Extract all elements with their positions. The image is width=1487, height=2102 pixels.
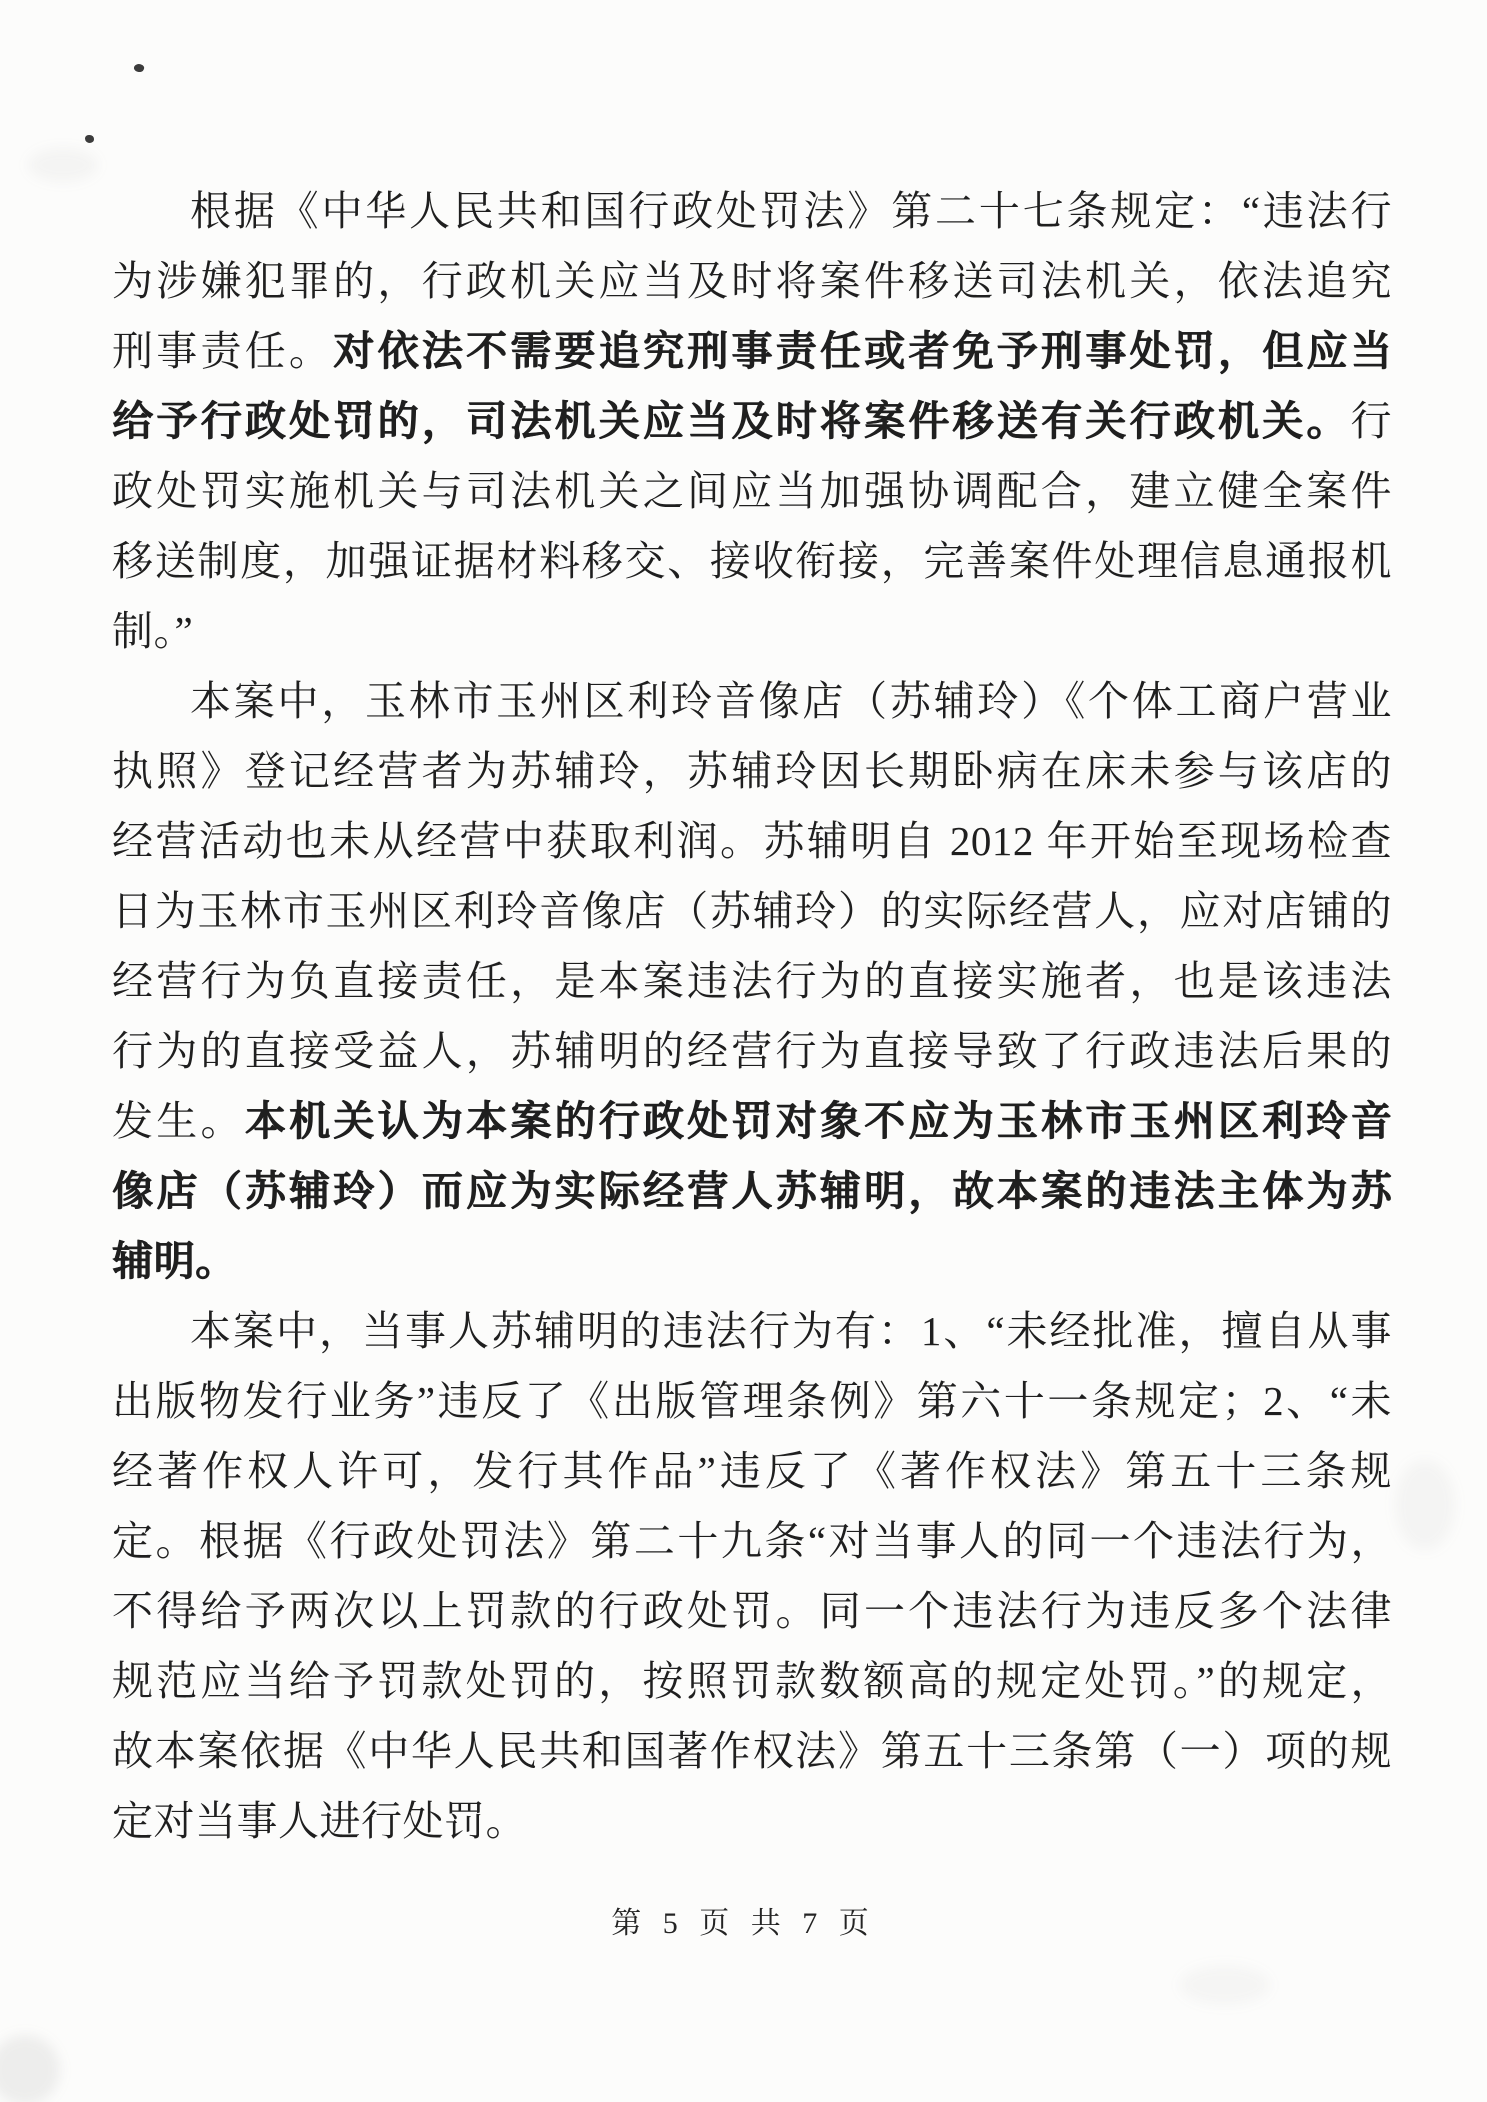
ink-speck bbox=[133, 63, 145, 74]
bold-text-segment: 给予行政处罚的，司法机关应当及时将案件移送有关行政机关。 bbox=[112, 398, 1351, 444]
text-segment: 根据《中华人民共和国行政处罚法》第二十七条规定：“违法行 bbox=[190, 188, 1392, 234]
text-segment: 执照》登记经营者为苏辅玲，苏辅玲因长期卧病在床未参与该店的 bbox=[112, 748, 1392, 794]
text-line bbox=[112, 1576, 1392, 1646]
text-segment: 定对当事人进行处罚。 bbox=[112, 1798, 527, 1844]
text-segment: 行为的直接受益人，苏辅明的经营行为直接导致了行政违法后果的 bbox=[112, 1028, 1392, 1074]
text-line bbox=[112, 1226, 1392, 1296]
bold-text-segment: 像店（苏辅玲）而应为实际经营人苏辅明，故本案的违法主体为苏 bbox=[112, 1168, 1392, 1214]
text-segment: 刑事责任。 bbox=[112, 328, 334, 374]
text-segment: 政处罚实施机关与司法机关之间应当加强协调配合，建立健全案件 bbox=[112, 468, 1392, 514]
text-line bbox=[112, 736, 1392, 806]
text-line bbox=[112, 1786, 1392, 1856]
text-segment: 经著作权人许可，发行其作品”违反了《著作权法》第五十三条规 bbox=[112, 1448, 1392, 1494]
text-line bbox=[112, 316, 1392, 386]
text-line bbox=[112, 806, 1392, 876]
text-line bbox=[112, 1086, 1392, 1156]
text-segment: 本案中，玉林市玉州区利玲音像店（苏辅玲）《个体工商户营业 bbox=[190, 678, 1392, 724]
text-segment: 发生。 bbox=[112, 1098, 245, 1144]
text-line bbox=[112, 596, 1392, 666]
bold-text-segment: 辅明。 bbox=[112, 1238, 237, 1284]
ink-speck bbox=[85, 135, 94, 143]
text-line bbox=[112, 1506, 1392, 1576]
text-line bbox=[112, 176, 1392, 246]
text-segment: 本案中，当事人苏辅明的违法行为有：1、“未经批准，擅自从事 bbox=[190, 1308, 1392, 1354]
text-segment: 移送制度，加强证据材料移交、接收衔接，完善案件处理信息通报机 bbox=[112, 538, 1392, 584]
text-line bbox=[112, 946, 1392, 1016]
scan-smudge bbox=[1180, 1965, 1270, 2005]
text-line bbox=[112, 876, 1392, 946]
scan-smudge bbox=[1395, 1460, 1455, 1550]
text-segment: 制。” bbox=[112, 608, 194, 654]
page-number-footer: 第 5 页 共 7 页 bbox=[611, 1907, 876, 1940]
text-segment: 故本案依据《中华人民共和国著作权法》第五十三条第（一）项的规 bbox=[112, 1728, 1392, 1774]
text-segment: 经营行为负直接责任，是本案违法行为的直接实施者，也是该违法 bbox=[112, 958, 1392, 1004]
text-line bbox=[112, 1716, 1392, 1786]
text-line bbox=[112, 666, 1392, 736]
text-segment: 行 bbox=[1350, 398, 1392, 444]
text-segment: 规范应当给予罚款处罚的，按照罚款数额高的规定处罚。”的规定， bbox=[112, 1658, 1392, 1704]
text-line bbox=[112, 1436, 1392, 1506]
scan-smudge bbox=[0, 2035, 60, 2102]
text-line bbox=[112, 1156, 1392, 1226]
scan-smudge bbox=[28, 148, 98, 182]
text-line bbox=[112, 386, 1392, 456]
bold-text-segment: 本机关认为本案的行政处罚对象不应为玉林市玉州区利玲音 bbox=[244, 1098, 1393, 1144]
text-line bbox=[112, 1296, 1392, 1366]
text-segment: 经营活动也未从经营中获取利润。苏辅明自 2012 年开始至现场检查 bbox=[112, 818, 1392, 864]
text-line bbox=[112, 456, 1392, 526]
text-line bbox=[112, 1016, 1392, 1086]
bold-text-segment: 对依法不需要追究刑事责任或者免予刑事处罚，但应当 bbox=[333, 328, 1393, 374]
document-body-text bbox=[112, 176, 1392, 1856]
text-segment: 出版物发行业务”违反了《出版管理条例》第六十一条规定；2、“未 bbox=[112, 1378, 1392, 1424]
text-line bbox=[112, 246, 1392, 316]
text-line bbox=[112, 1646, 1392, 1716]
text-segment: 日为玉林市玉州区利玲音像店（苏辅玲）的实际经营人，应对店铺的 bbox=[112, 888, 1392, 934]
text-segment: 为涉嫌犯罪的，行政机关应当及时将案件移送司法机关，依法追究 bbox=[112, 258, 1392, 304]
text-line bbox=[112, 526, 1392, 596]
text-segment: 不得给予两次以上罚款的行政处罚。同一个违法行为违反多个法律 bbox=[112, 1588, 1392, 1634]
text-segment: 定。根据《行政处罚法》第二十九条“对当事人的同一个违法行为， bbox=[112, 1518, 1392, 1564]
text-line bbox=[112, 1366, 1392, 1436]
